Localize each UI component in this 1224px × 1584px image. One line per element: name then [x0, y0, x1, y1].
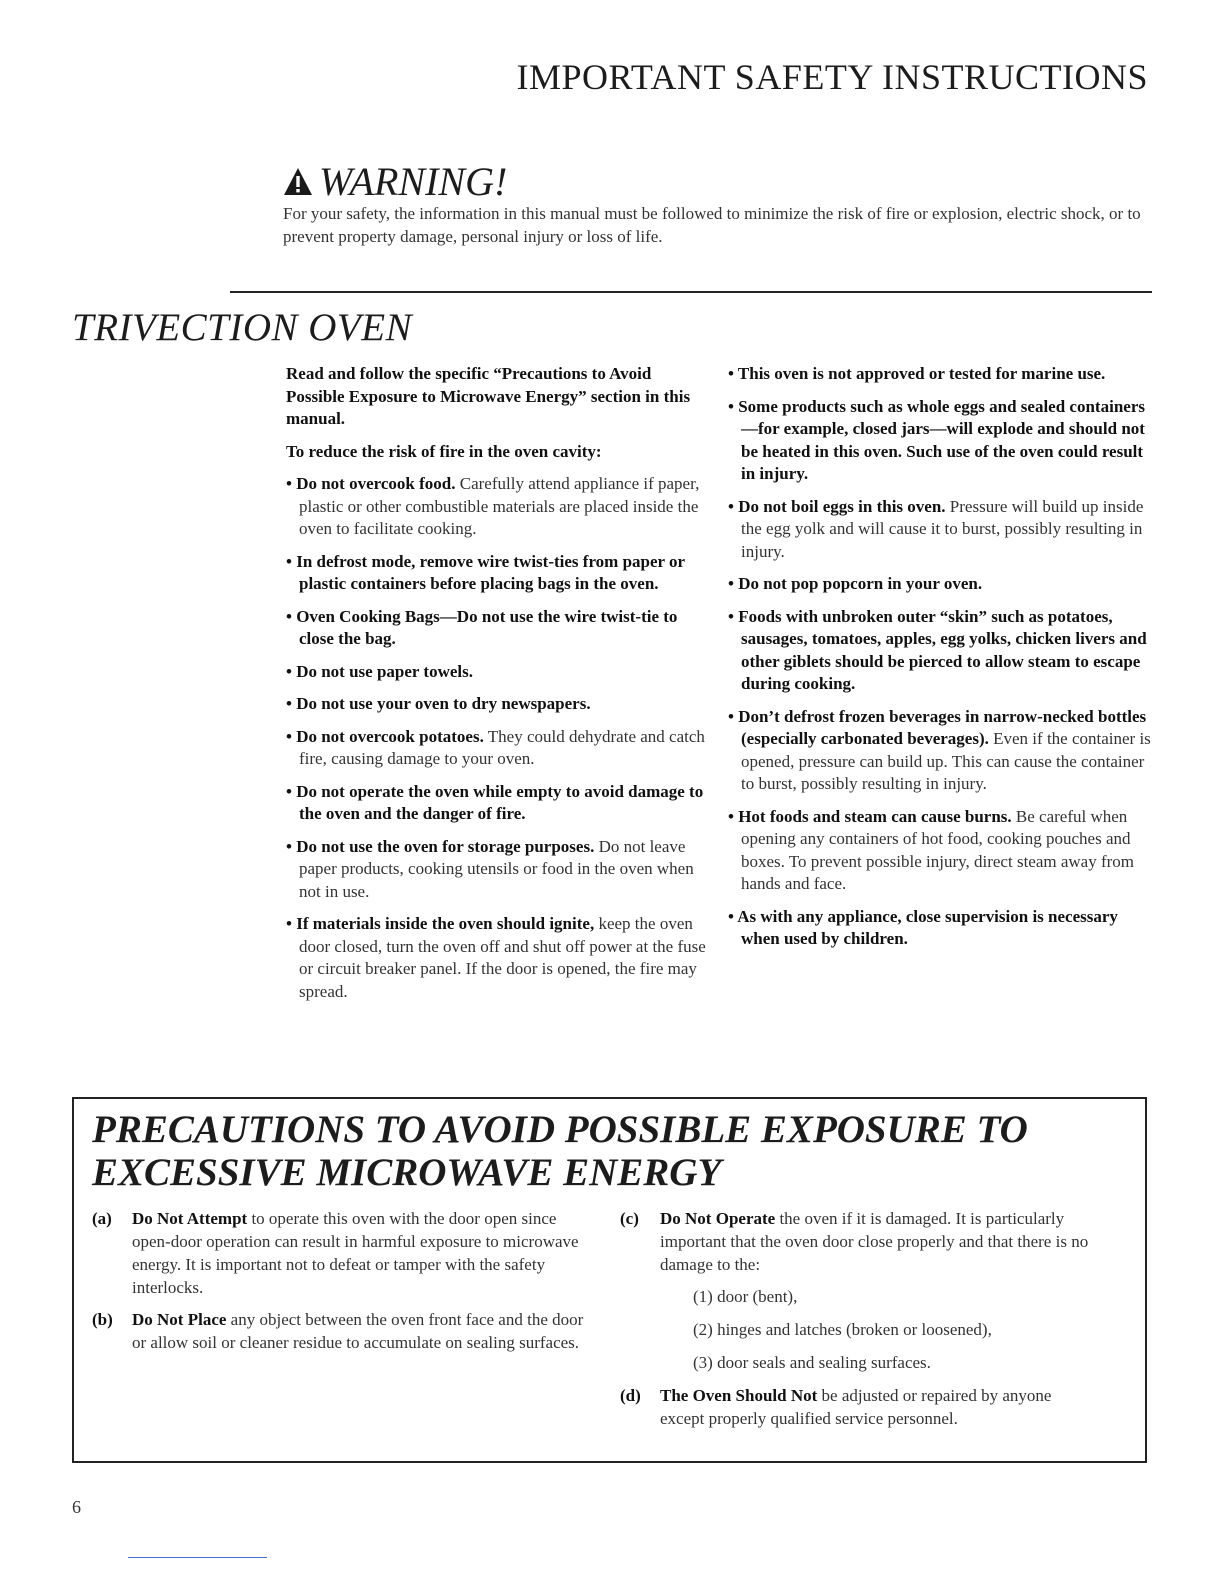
instruction-bold: Some products such as whole eggs and sealed containers—for example, closed jars—will explode and should not be heated in this oven. Such use of the oven could result in injury.: [738, 396, 1145, 483]
bullet-icon: •: [286, 781, 297, 801]
instruction-item: [728, 363, 1158, 386]
section-divider: [230, 291, 1152, 293]
damage-list-item: (2) hinges and latches (broken or loosened),: [693, 1320, 992, 1339]
instruction-bold: As with any appliance, close supervision is necessary when used by children.: [737, 906, 1118, 948]
instruction-item: [286, 661, 711, 684]
instruction-item: [286, 726, 711, 771]
precaution-bold: Do Not Place: [132, 1310, 227, 1329]
precaution-label: (c): [620, 1209, 639, 1228]
right-instruction-list: [728, 363, 1158, 951]
instruction-item: [286, 551, 711, 596]
section-title: TRIVECTION OVEN: [72, 306, 413, 349]
instruction-bold: Oven Cooking Bags—Do not use the wire twist-tie to close the bag.: [296, 606, 678, 648]
intro-text: Read and follow the specific “Precautions to Avoid Possible Exposure to Microwave Energy” section in this manual.: [286, 364, 691, 428]
instruction-item: [286, 473, 711, 541]
bullet-icon: •: [286, 661, 297, 681]
bullet-icon: •: [286, 836, 297, 856]
precaution-c: [620, 1207, 1100, 1276]
bullet-icon: •: [728, 806, 739, 826]
instruction-item: [286, 693, 711, 716]
bullet-icon: •: [286, 474, 297, 493]
instruction-item: [728, 496, 1158, 564]
instruction-text: Be careful when opening any containers of hot food, cooking pouches and boxes. To prevent possible injury, direct steam away from hands and face.: [741, 806, 1135, 893]
precaution-text: to operate this oven with the door open since open-door operation can result in harmful exposure to microwave energy. It is important not to defeat or tamper with the safety interlocks.: [132, 1209, 579, 1297]
page-title: IMPORTANT SAFETY INSTRUCTIONS: [516, 57, 1148, 97]
instruction-item: [286, 781, 711, 826]
precaution-label: (d): [620, 1386, 641, 1405]
instruction-text: They could dehydrate and catch fire, causing damage to your oven.: [299, 726, 705, 768]
damage-list-item: (3) door seals and sealing surfaces.: [693, 1353, 931, 1372]
warning-triangle-icon: [283, 167, 313, 197]
instruction-bold: Foods with unbroken outer “skin” such as potatoes, sausages, tomatoes, apples, egg yolks, chicken livers and other giblets should be pierced to allow steam to escape during cooking.: [738, 606, 1147, 693]
instruction-item: [728, 606, 1158, 696]
precaution-a: [92, 1207, 597, 1299]
precautions-right-column: [620, 1207, 1100, 1439]
precaution-label: (b): [92, 1310, 113, 1329]
precaution-d: [620, 1384, 1100, 1430]
instruction-item: [728, 706, 1158, 796]
precaution-bold: Do Not Attempt: [132, 1209, 248, 1228]
instruction-bold: Do not operate the oven while empty to avoid damage to the oven and the danger of fire.: [296, 781, 704, 823]
bullet-icon: •: [728, 496, 739, 516]
warning-heading-text: WARNING!: [319, 159, 508, 204]
instruction-bold: In defrost mode, remove wire twist-ties from paper or plastic containers before placing bags in the oven.: [296, 551, 685, 593]
bullet-icon: •: [286, 694, 297, 713]
precaution-text: any object between the oven front face and the door or allow soil or cleaner residue to accumulate on sealing surfaces.: [132, 1310, 584, 1352]
bullet-icon: •: [728, 906, 738, 926]
precaution-label: (a): [92, 1209, 112, 1228]
instruction-item: [728, 806, 1158, 896]
instruction-text: keep the oven door closed, turn the oven off and shut off power at the fuse or circuit breaker panel. If the door is opened, the fire may spread.: [299, 914, 706, 1001]
instruction-item: [728, 906, 1158, 951]
instruction-item: [286, 836, 711, 904]
instruction-item: [728, 396, 1158, 486]
bullet-icon: •: [286, 606, 297, 626]
precautions-left-column: [92, 1207, 597, 1363]
precaution-b: [92, 1308, 597, 1354]
precaution-text: the oven if it is damaged. It is particularly important that the oven door close properly and that there is no damage to the:: [660, 1209, 1089, 1274]
instruction-bold: Don’t defrost frozen beverages in narrow-necked bottles (especially carbonated beverages).: [738, 706, 1147, 748]
left-instruction-list: [286, 473, 711, 1003]
damage-list-item: (1) door (bent),: [693, 1287, 798, 1306]
precaution-bold: Do Not Operate: [660, 1209, 776, 1228]
instruction-text: Even if the container is opened, pressure can build up. This can cause the container to burst, possibly resulting in injury.: [741, 729, 1151, 793]
bullet-icon: •: [286, 726, 297, 746]
instruction-bold: Do not use your oven to dry newspapers.: [296, 694, 591, 713]
page-number: 6: [72, 1497, 81, 1517]
bullet-icon: •: [728, 706, 739, 726]
instruction-bold: This oven is not approved or tested for marine use.: [737, 364, 1106, 383]
instruction-item: [286, 606, 711, 651]
damage-list: [620, 1285, 1100, 1374]
instruction-item: [728, 573, 1158, 596]
instruction-bold: If materials inside the oven should ignite,: [296, 914, 595, 933]
instruction-bold: Do not overcook food.: [296, 474, 456, 493]
bullet-icon: •: [728, 606, 739, 626]
instruction-item: [286, 913, 711, 1003]
instruction-bold: Do not use paper towels.: [296, 661, 473, 681]
instruction-bold: Hot foods and steam can cause burns.: [738, 806, 1012, 826]
subheading: To reduce the risk of fire in the oven cavity:: [286, 441, 602, 461]
trivection-left-column: [286, 363, 711, 1013]
instruction-bold: Do not overcook potatoes.: [296, 726, 484, 746]
bullet-icon: •: [286, 551, 297, 571]
warning-heading: [283, 158, 507, 205]
instruction-text: Carefully attend appliance if paper, plastic or other combustible materials are placed inside the oven to facilitate cooking.: [299, 474, 700, 538]
warning-body: For your safety, the information in this manual must be followed to minimize the risk of fire or explosion, electric shock, or to prevent property damage, personal injury or loss of life.: [283, 204, 1141, 246]
instruction-text: Do not leave paper products, cooking utensils or food in the oven when not in use.: [299, 836, 694, 901]
bullet-icon: •: [728, 396, 739, 416]
precaution-bold: The Oven Should Not: [660, 1386, 818, 1405]
footer-link-underline: [128, 1557, 267, 1558]
instruction-bold: Do not pop popcorn in your oven.: [738, 574, 983, 593]
instruction-bold: Do not boil eggs in this oven.: [738, 496, 946, 516]
bullet-icon: •: [728, 364, 738, 383]
instruction-text: Pressure will build up inside the egg yolk and will cause it to burst, possibly resulting in injury.: [741, 496, 1144, 561]
precaution-text: be adjusted or repaired by anyone except properly qualified service personnel.: [660, 1386, 1052, 1428]
bullet-icon: •: [286, 914, 297, 933]
instruction-bold: Do not use the oven for storage purposes.: [296, 836, 595, 856]
precautions-title: PRECAUTIONS TO AVOID POSSIBLE EXPOSURE TO EXCESSIVE MICROWAVE ENERGY: [92, 1108, 1028, 1194]
trivection-right-column: [728, 363, 1158, 961]
bullet-icon: •: [728, 574, 739, 593]
